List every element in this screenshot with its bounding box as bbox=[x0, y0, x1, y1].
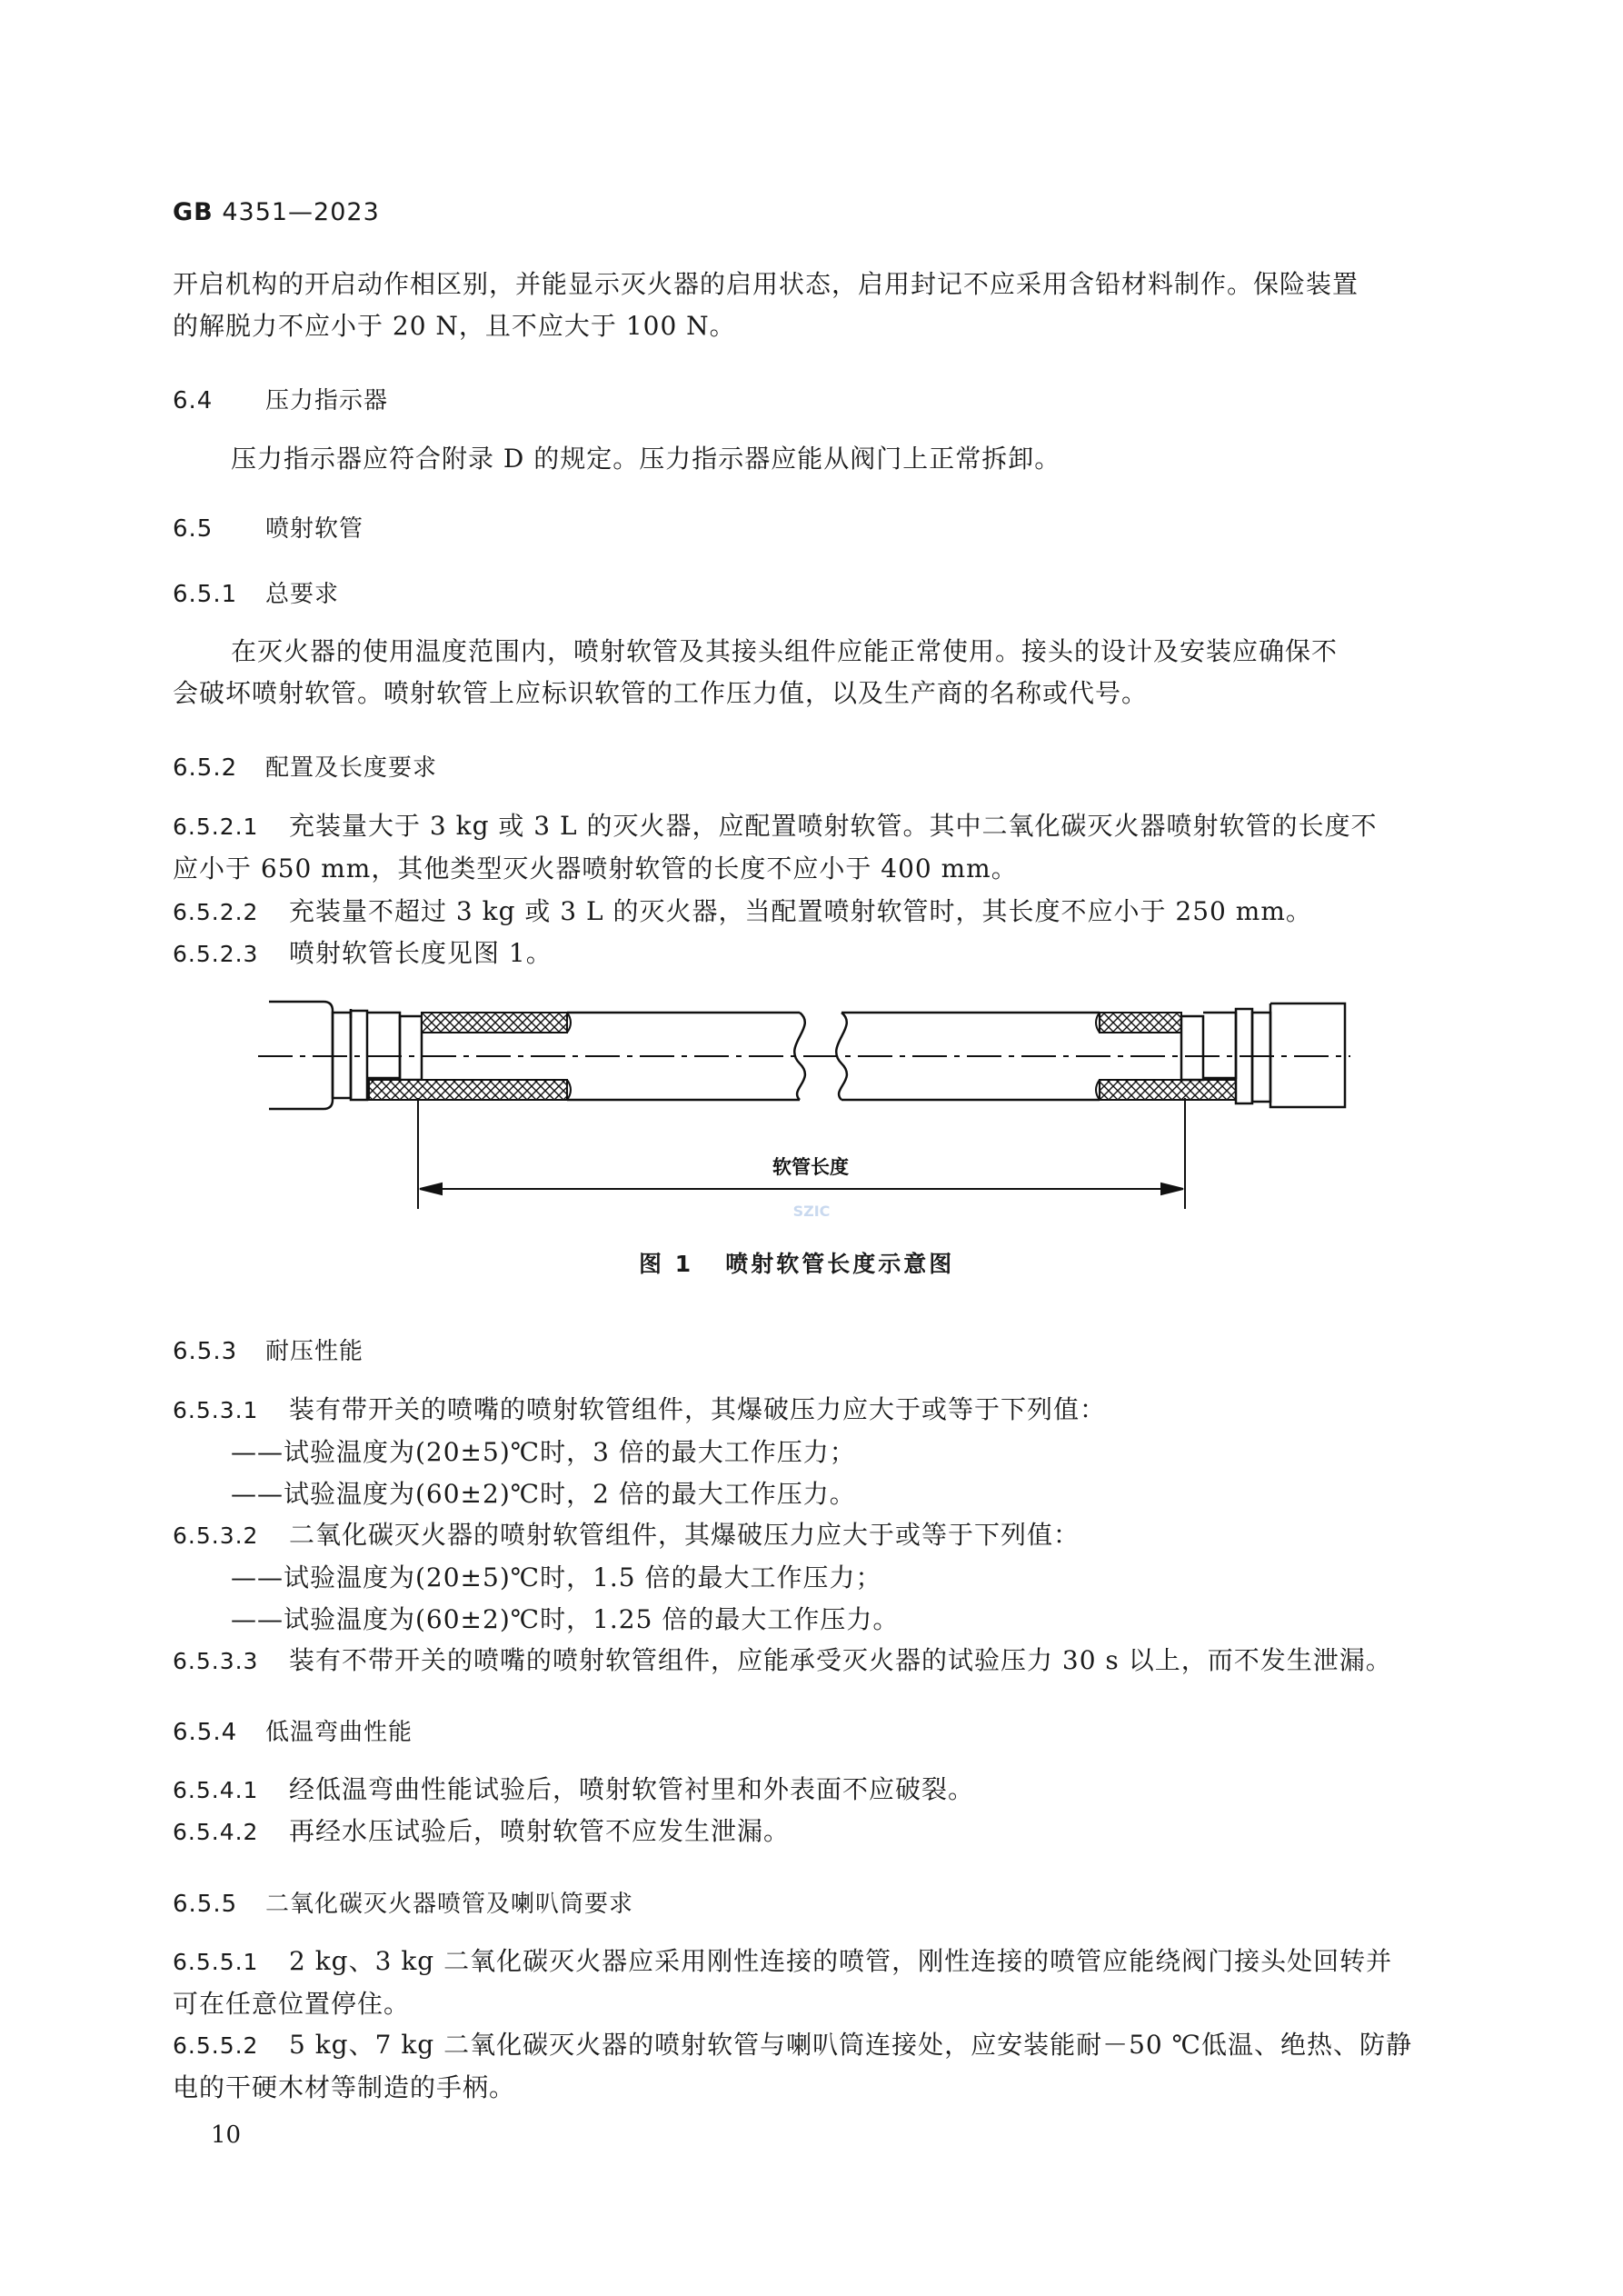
watermark: SZIC bbox=[792, 1203, 831, 1218]
page-number: 10 bbox=[211, 2121, 242, 2149]
text-line: 5 kg、7 kg 二氧化碳灭火器的喷射软管与喇叭筒连接处，应安装能耐－50 ℃低温、绝热、防静 bbox=[289, 2030, 1412, 2060]
clause-6-5-5-1: 6.5.5.1 2 kg、3 kg 二氧化碳灭火器应采用刚性连接的喷管，刚性连接的喷管应能绕阀门接头处回转并 可在任意位置停住。 bbox=[173, 1941, 1392, 2025]
standard-prefix: GB bbox=[173, 198, 214, 226]
section-heading-6-5-5: 6.5.5 二氧化碳灭火器喷管及喇叭筒要求 bbox=[173, 1891, 634, 1918]
text-line: 会破坏喷射软管。喷射软管上应标识软管的工作压力值，以及生产商的名称或代号。 bbox=[173, 678, 1149, 708]
caption-title: 喷射软管长度示意图 bbox=[725, 1251, 955, 1277]
text-line: 的解脱力不应小于 20 N，且不应大于 100 N。 bbox=[173, 311, 736, 341]
hose-length-diagram bbox=[0, 982, 1623, 1218]
text-line: 2 kg、3 kg 二氧化碳灭火器应采用刚性连接的喷管，刚性连接的喷管应能绕阀门接头处回转并 bbox=[289, 1946, 1393, 1976]
right-braid-top bbox=[1100, 1013, 1181, 1033]
left-braid-bottom bbox=[369, 1080, 567, 1100]
list-item: ——试验温度为(20±5)℃时，3 倍的最大工作压力； bbox=[231, 1437, 856, 1467]
list-item: ——试验温度为(60±2)℃时，1.25 倍的最大工作压力。 bbox=[231, 1604, 900, 1634]
section-heading-6-5-3: 6.5.3 耐压性能 bbox=[173, 1338, 364, 1365]
text-line: 电的干硬木材等制造的手柄。 bbox=[173, 2072, 516, 2102]
section-heading-6-5: 6.5 喷射软管 bbox=[173, 515, 364, 543]
text-line: 在灭火器的使用温度范围内，喷射软管及其接头组件应能正常使用。接头的设计及安装应确保不 bbox=[231, 636, 1339, 666]
figure-caption bbox=[639, 1246, 954, 1279]
paragraph-6-5-1 bbox=[173, 631, 1338, 714]
clause-6-5-3-3: 6.5.3.3 装有不带开关的喷嘴的喷射软管组件，应能承受灭火器的试验压力 30 s 以上，而不发生泄漏。 bbox=[173, 1645, 1392, 1675]
clause-6-5-2-3: 6.5.2.3 喷射软管长度见图 1。 bbox=[173, 938, 553, 968]
standard-number bbox=[173, 198, 380, 226]
clause-6-5-2-1: 6.5.2.1 充装量大于 3 kg 或 3 L 的灭火器，应配置喷射软管。其中二氧化碳灭火器喷射软管的长度不 应小于 650 mm，其他类型灭火器喷射软管的长度不应小于 400 mm。 bbox=[173, 805, 1378, 890]
clause-6-5-3-1: 6.5.3.1 装有带开关的喷嘴的喷射软管组件，其爆破压力应大于或等于下列值： ——试验温度为(20±5)℃时，3 倍的最大工作压力； ——试验温度为(60±2)℃时，2 倍的最大工作压力。 bbox=[173, 1389, 1106, 1515]
text-line: 应小于 650 mm，其他类型灭火器喷射软管的长度不应小于 400 mm。 bbox=[173, 854, 1018, 883]
text-line: 开启机构的开启动作相区别，并能显示灭火器的启用状态，启用封记不应采用含铅材料制作。保险装置 bbox=[173, 269, 1359, 299]
standard-code: 4351—2023 bbox=[222, 198, 380, 226]
clause-6-5-4-2: 6.5.4.2 再经水压试验后，喷射软管不应发生泄漏。 bbox=[173, 1816, 791, 1846]
intro-paragraph bbox=[173, 264, 1359, 347]
list-item: ——试验温度为(60±2)℃时，2 倍的最大工作压力。 bbox=[231, 1479, 856, 1509]
text-line: 充装量大于 3 kg 或 3 L 的灭火器，应配置喷射软管。其中二氧化碳灭火器喷射软管的长度不 bbox=[289, 811, 1378, 841]
text-line: 可在任意位置停住。 bbox=[173, 1989, 411, 2019]
right-braid-bottom bbox=[1100, 1080, 1236, 1100]
clause-6-5-2-2: 6.5.2.2 充装量不超过 3 kg 或 3 L 的灭火器，当配置喷射软管时，其长度不应小于 250 mm。 bbox=[173, 896, 1312, 926]
dimension-label: 软管长度 bbox=[772, 1156, 849, 1178]
section-heading-6-4: 6.4 压力指示器 bbox=[173, 387, 389, 414]
clause-6-5-5-2: 6.5.5.2 5 kg、7 kg 二氧化碳灭火器的喷射软管与喇叭筒连接处，应安装能耐－50 ℃低温、绝热、防静 电的干硬木材等制造的手柄。 bbox=[173, 2024, 1412, 2109]
clause-6-5-4-1: 6.5.4.1 经低温弯曲性能试验后，喷射软管衬里和外表面不应破裂。 bbox=[173, 1774, 975, 1804]
left-braid-top bbox=[422, 1013, 567, 1033]
caption-number: 图 1 bbox=[639, 1251, 694, 1277]
section-heading-6-5-4: 6.5.4 低温弯曲性能 bbox=[173, 1719, 413, 1746]
list-item: ——试验温度为(20±5)℃时，1.5 倍的最大工作压力； bbox=[231, 1562, 882, 1592]
section-heading-6-5-1: 6.5.1 总要求 bbox=[173, 581, 340, 608]
hose-length-dimension bbox=[418, 1098, 1185, 1209]
section-heading-6-5-2: 6.5.2 配置及长度要求 bbox=[173, 754, 438, 782]
paragraph-6-4: 压力指示器应符合附录 D 的规定。压力指示器应能从阀门上正常拆卸。 bbox=[231, 444, 1061, 474]
clause-6-5-3-2: 6.5.3.2 二氧化碳灭火器的喷射软管组件，其爆破压力应大于或等于下列值： ——试验温度为(20±5)℃时，1.5 倍的最大工作压力； ——试验温度为(60±2)℃时，1.25 倍的最大工作压力。 bbox=[173, 1514, 1080, 1641]
